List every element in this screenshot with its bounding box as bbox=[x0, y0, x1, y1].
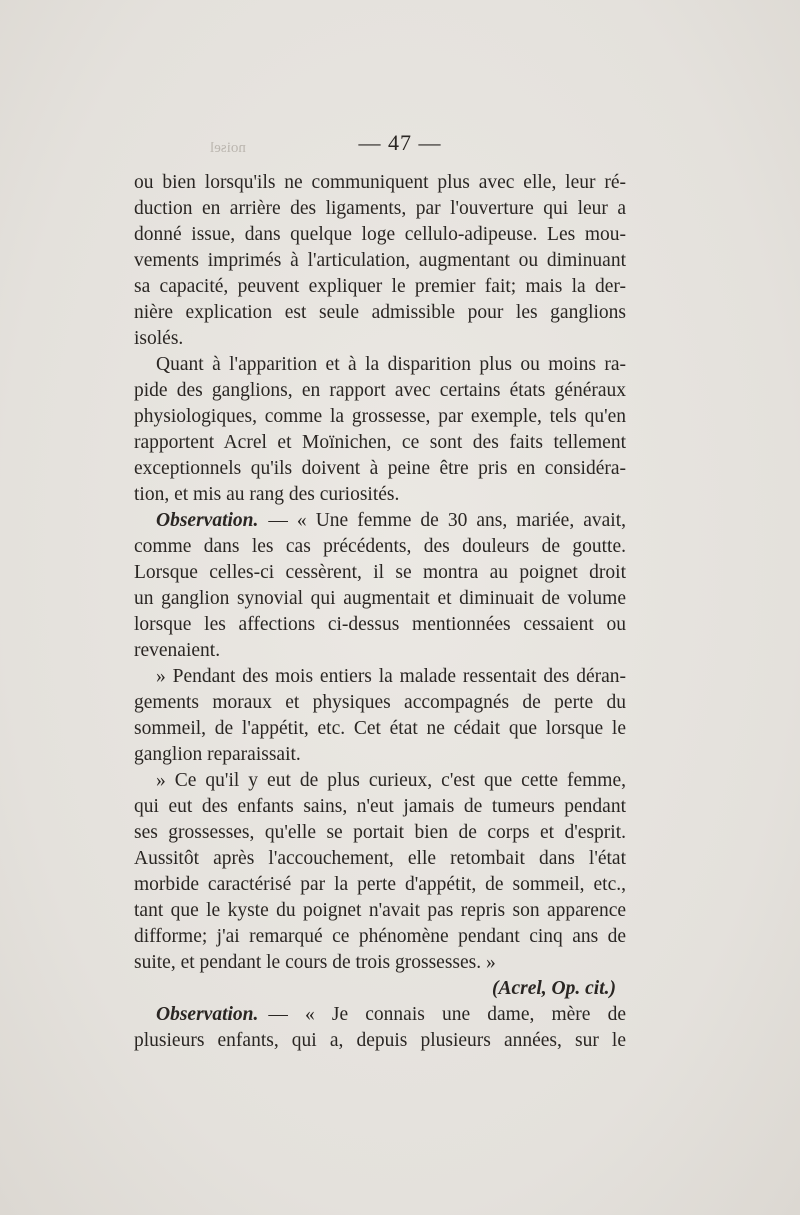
text-line: suite, et pendant le cours de trois grossesses. » bbox=[134, 952, 496, 973]
text-line: pide des ganglions, en rapport avec certains états généraux bbox=[134, 380, 626, 401]
text-line: morbide caractérisé par la perte d'appétit, de sommeil, etc., bbox=[134, 874, 626, 895]
text-line: gements moraux et physiques accompagnés de perte du bbox=[134, 692, 626, 713]
text-line: lorsque les affections ci-dessus mentionnées cessaient ou bbox=[134, 614, 626, 635]
text-line: difforme; j'ai remarqué ce phénomène pendant cinq ans de bbox=[134, 926, 626, 947]
text-line: tion, et mis au rang des curiosités. bbox=[134, 484, 400, 505]
observation-line bbox=[134, 508, 626, 534]
text-line: exceptionnels qu'ils doivent à peine être pris en considéra- bbox=[134, 458, 626, 479]
text-line: ses grossesses, qu'elle se portait bien de corps et d'esprit. bbox=[134, 822, 626, 843]
text-line: ou bien lorsqu'ils ne communiquent plus avec elle, leur ré- bbox=[134, 172, 626, 193]
text-line: qui eut des enfants sains, n'eut jamais de tumeurs pendant bbox=[134, 796, 626, 817]
text-line: sa capacité, peuvent expliquer le premier fait; mais la der- bbox=[134, 276, 626, 297]
text-line: donné issue, dans quelque loge cellulo-adipeuse. Les mou- bbox=[134, 224, 626, 245]
text-line: un ganglion synovial qui augmentait et diminuait de volume bbox=[134, 588, 626, 609]
paragraph-start: » Ce qu'il y eut de plus curieux, c'est que cette femme, bbox=[156, 770, 626, 791]
bleed-through-text: noisel bbox=[210, 140, 246, 156]
text-line: Lorsque celles-ci cessèrent, il se montra au poignet droit bbox=[134, 562, 626, 583]
text-line: plusieurs enfants, qui a, depuis plusieurs années, sur le bbox=[134, 1030, 626, 1051]
text-line: isolés. bbox=[134, 328, 184, 349]
text-line: tant que le kyste du poignet n'avait pas repris son apparence bbox=[134, 900, 626, 921]
text-line: duction en arrière des ligaments, par l'ouverture qui leur a bbox=[134, 198, 626, 219]
text-line: nière explication est seule admissible pour les ganglions bbox=[134, 302, 626, 323]
text-line: rapportent Acrel et Moïnichen, ce sont des faits tellement bbox=[134, 432, 626, 453]
paragraph-start: » Pendant des mois entiers la malade ressentait des déran- bbox=[156, 666, 626, 687]
body-text bbox=[134, 170, 626, 1054]
text-line: ganglion reparaissait. bbox=[134, 744, 301, 765]
text-line: comme dans les cas précédents, des douleurs de goutte. bbox=[134, 536, 626, 557]
citation-text: (Acrel, Op. cit.) bbox=[491, 978, 616, 999]
text-line: sommeil, de l'appétit, etc. Cet état ne cédait que lorsque le bbox=[134, 718, 626, 739]
observation-line bbox=[134, 1002, 626, 1028]
text-line: Aussitôt après l'accouchement, elle retombait dans l'état bbox=[134, 848, 626, 869]
text-line: vements imprimés à l'articulation, augmentant ou diminuant bbox=[134, 250, 626, 271]
text-line: physiologiques, comme la grossesse, par exemple, tels qu'en bbox=[134, 406, 626, 427]
citation bbox=[134, 976, 626, 1002]
observation-label: Observation. bbox=[156, 1004, 259, 1025]
observation-label: Observation. bbox=[156, 510, 259, 531]
observation-text: — « Une femme de 30 ans, mariée, avait, bbox=[268, 510, 626, 531]
paragraph-start: Quant à l'apparition et à la disparition plus ou moins ra- bbox=[156, 354, 626, 375]
observation-text: — « Je connais une dame, mère de bbox=[268, 1004, 626, 1025]
text-line: revenaient. bbox=[134, 640, 221, 661]
page-number: — 47 — bbox=[358, 130, 442, 155]
